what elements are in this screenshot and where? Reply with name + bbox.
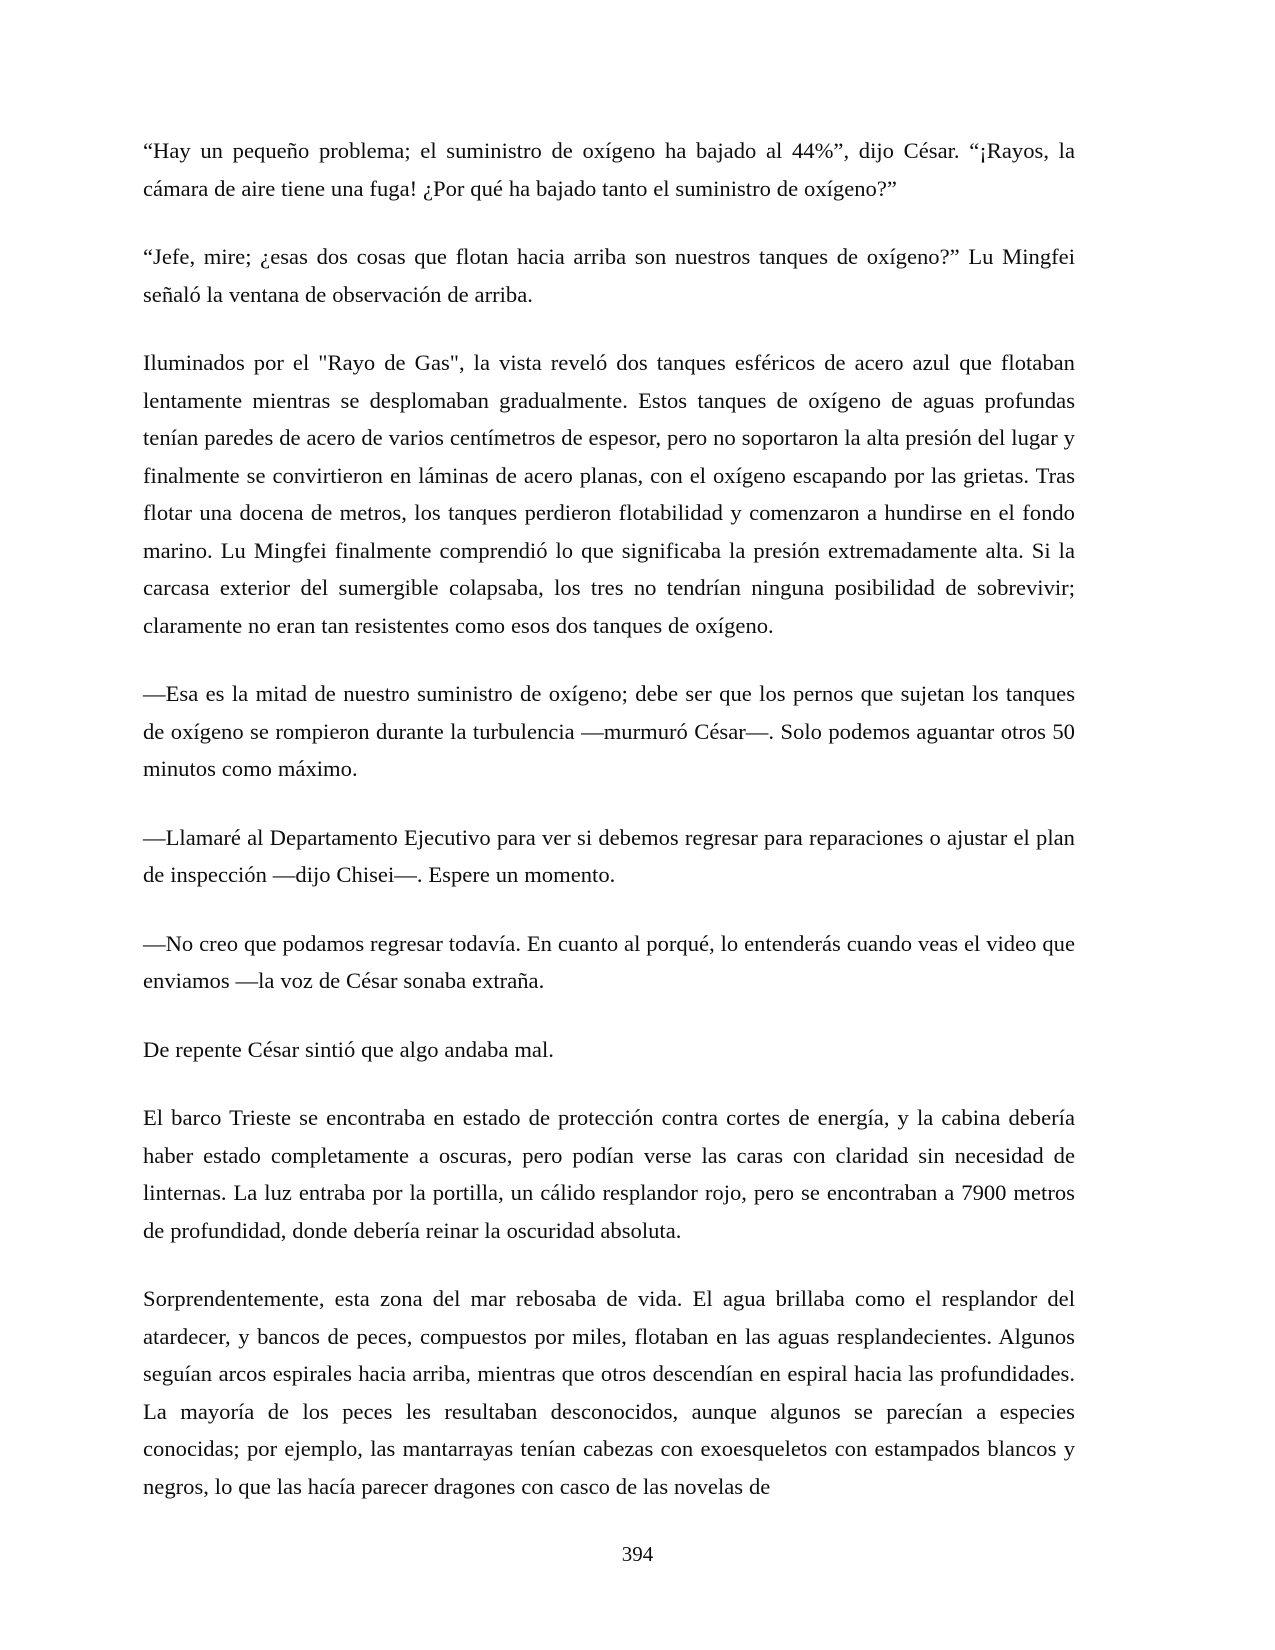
paragraph: “Jefe, mire; ¿esas dos cosas que flotan hacia arriba son nuestros tanques de oxígeno?” Lu Mingfei señaló la ventana de observación de arriba. [143,244,1075,307]
paragraph: El barco Trieste se encontraba en estado de protección contra cortes de energía, y la cabina debería haber estado completamente a oscuras, pero podían verse las caras con claridad sin necesidad de linternas. La luz entraba por la portilla, un cálido resplandor rojo, pero se encontraban a 7900 metros de profundidad, donde debería reinar la oscuridad absoluta. [143,1105,1075,1243]
page-number: 394 [621,1542,654,1566]
paragraph: “Hay un pequeño problema; el suministro de oxígeno ha bajado al 44%”, dijo César. “¡Rayos, la cámara de aire tiene una fuga! ¿Por qué ha bajado tanto el suministro de oxígeno?” [143,138,1075,201]
paragraph: Sorprendentemente, esta zona del mar rebosaba de vida. El agua brillaba como el resplandor del atardecer, y bancos de peces, compuestos por miles, flotaban en las aguas resplandecientes. Algunos seguían arcos espirales hacia arriba, mientras que otros descendían en espiral hacia las profundidades. La mayoría de los peces les resultaban desconocidos, aunque algunos se parecían a especies conocidas; por ejemplo, las mantarrayas tenían cabezas con exoesqueletos con estampados blancos y negros, lo que las hacía parecer dragones con casco de las novelas de [143,1286,1075,1499]
page-body-text [143,132,1075,1505]
paragraph: —Esa es la mitad de nuestro suministro de oxígeno; debe ser que los pernos que sujetan los tanques de oxígeno se rompieron durante la turbulencia —murmuró César—. Solo podemos aguantar otros 50 minutos como máximo. [143,681,1075,781]
paragraph: Iluminados por el "Rayo de Gas", la vista reveló dos tanques esféricos de acero azul que flotaban lentamente mientras se desplomaban gradualmente. Estos tanques de oxígeno de aguas profundas tenían paredes de acero de varios centímetros de espesor, pero no soportaron la alta presión del lugar y finalmente se convirtieron en láminas de acero planas, con el oxígeno escapando por las grietas. Tras flotar una docena de metros, los tanques perdieron flotabilidad y comenzaron a hundirse en el fondo marino. Lu Mingfei finalmente comprendió lo que significaba la presión extremadamente alta. Si la carcasa exterior del sumergible colapsaba, los tres no tendrían ninguna posibilidad de sobrevivir; claramente no eran tan resistentes como esos dos tanques de oxígeno. [143,350,1075,638]
paragraph: —Llamaré al Departamento Ejecutivo para ver si debemos regresar para reparaciones o ajustar el plan de inspección —dijo Chisei—. Espere un momento. [143,824,1075,887]
paragraph: —No creo que podamos regresar todavía. En cuanto al porqué, lo entenderás cuando veas el video que enviamos —la voz de César sonaba extraña. [143,930,1075,993]
paragraph: De repente César sintió que algo andaba mal. [143,1036,554,1062]
